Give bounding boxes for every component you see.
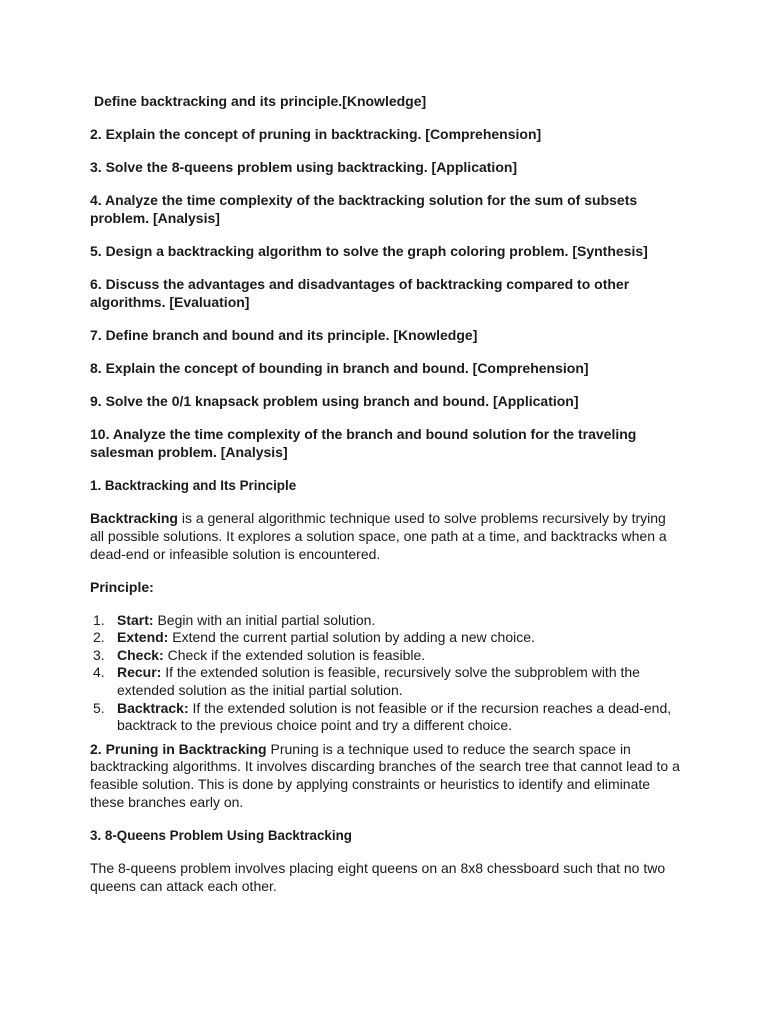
list-item [93,664,680,699]
step-term: Backtrack: [117,699,189,716]
list-item [93,611,680,630]
question-4: 4. Analyze the time complexity of the backtracking solution for the sum of subsets problem. [Analysis] [90,192,638,226]
question-8: 8. Explain the concept of bounding in branch and bound. [Comprehension] [90,359,589,376]
step-number: 4. [93,664,105,681]
question-7: 7. Define branch and bound and its principle. [Knowledge] [90,326,478,343]
step-description: Extend the current partial solution by adding a new choice. [168,629,535,646]
backtracking-definition-text: is a general algorithmic technique used to solve problems recursively by trying all possible solutions. It explores a solution space, one path at a time, and backtracks when a dead-end or infeasible solution is encountered. [90,510,667,562]
step-number: 3. [93,646,105,663]
step-term: Start: [117,611,154,628]
step-description: Begin with an initial partial solution. [153,611,376,628]
section-1-heading: 1. Backtracking and Its Principle [90,477,297,493]
question-2: 2. Explain the concept of pruning in backtracking. [Comprehension] [90,126,542,143]
principle-steps-list [90,612,680,735]
question-3: 3. Solve the 8-queens problem using backtracking. [Application] [90,159,518,176]
eight-queens-text: The 8-queens problem involves placing eight queens on an 8x8 chessboard such that no two queens can attack each other. [90,860,666,894]
question-9: 9. Solve the 0/1 knapsack problem using branch and bound. [Application] [90,392,579,409]
step-description: If the extended solution is not feasible or if the recursion reaches a dead-end, backtrack to the previous choice point and try a different choice. [117,699,672,734]
pruning-section [90,741,680,811]
pruning-text: Pruning is a technique used to reduce the search space in backtracking algorithms. It involves discarding branches of the search tree that cannot lead to a feasible solution. This is done by applying constraints or heuristics to identify and eliminate these branches early on. [90,740,680,810]
question-1: Define backtracking and its principle.[Knowledge] [94,93,427,109]
section-2-heading: 2. Pruning in Backtracking [90,740,267,757]
question-6: 6. Discuss the advantages and disadvantages of backtracking compared to other algorithms. [Evaluation] [90,276,630,310]
step-number: 1. [93,611,105,628]
step-term: Extend: [117,629,169,646]
step-term: Recur: [117,664,162,681]
principle-label: Principle: [90,578,154,595]
backtracking-definition [90,510,680,563]
list-item [93,629,680,647]
section-3-heading: 3. 8-Queens Problem Using Backtracking [90,827,352,843]
step-number: 2. [93,629,105,646]
step-number: 5. [93,699,105,716]
question-10: 10. Analyze the time complexity of the branch and bound solution for the traveling salesman problem. [Analysis] [90,426,637,460]
step-description: Check if the extended solution is feasible. [163,646,426,663]
backtracking-term: Backtracking [90,510,178,527]
step-term: Check: [117,646,164,663]
list-item [93,699,680,735]
step-description: If the extended solution is feasible, recursively solve the subproblem with the extended solution as the initial partial solution. [117,664,640,699]
document-page [90,93,680,911]
question-5: 5. Design a backtracking algorithm to solve the graph coloring problem. [Synthesis] [90,242,648,259]
list-item [93,646,680,665]
